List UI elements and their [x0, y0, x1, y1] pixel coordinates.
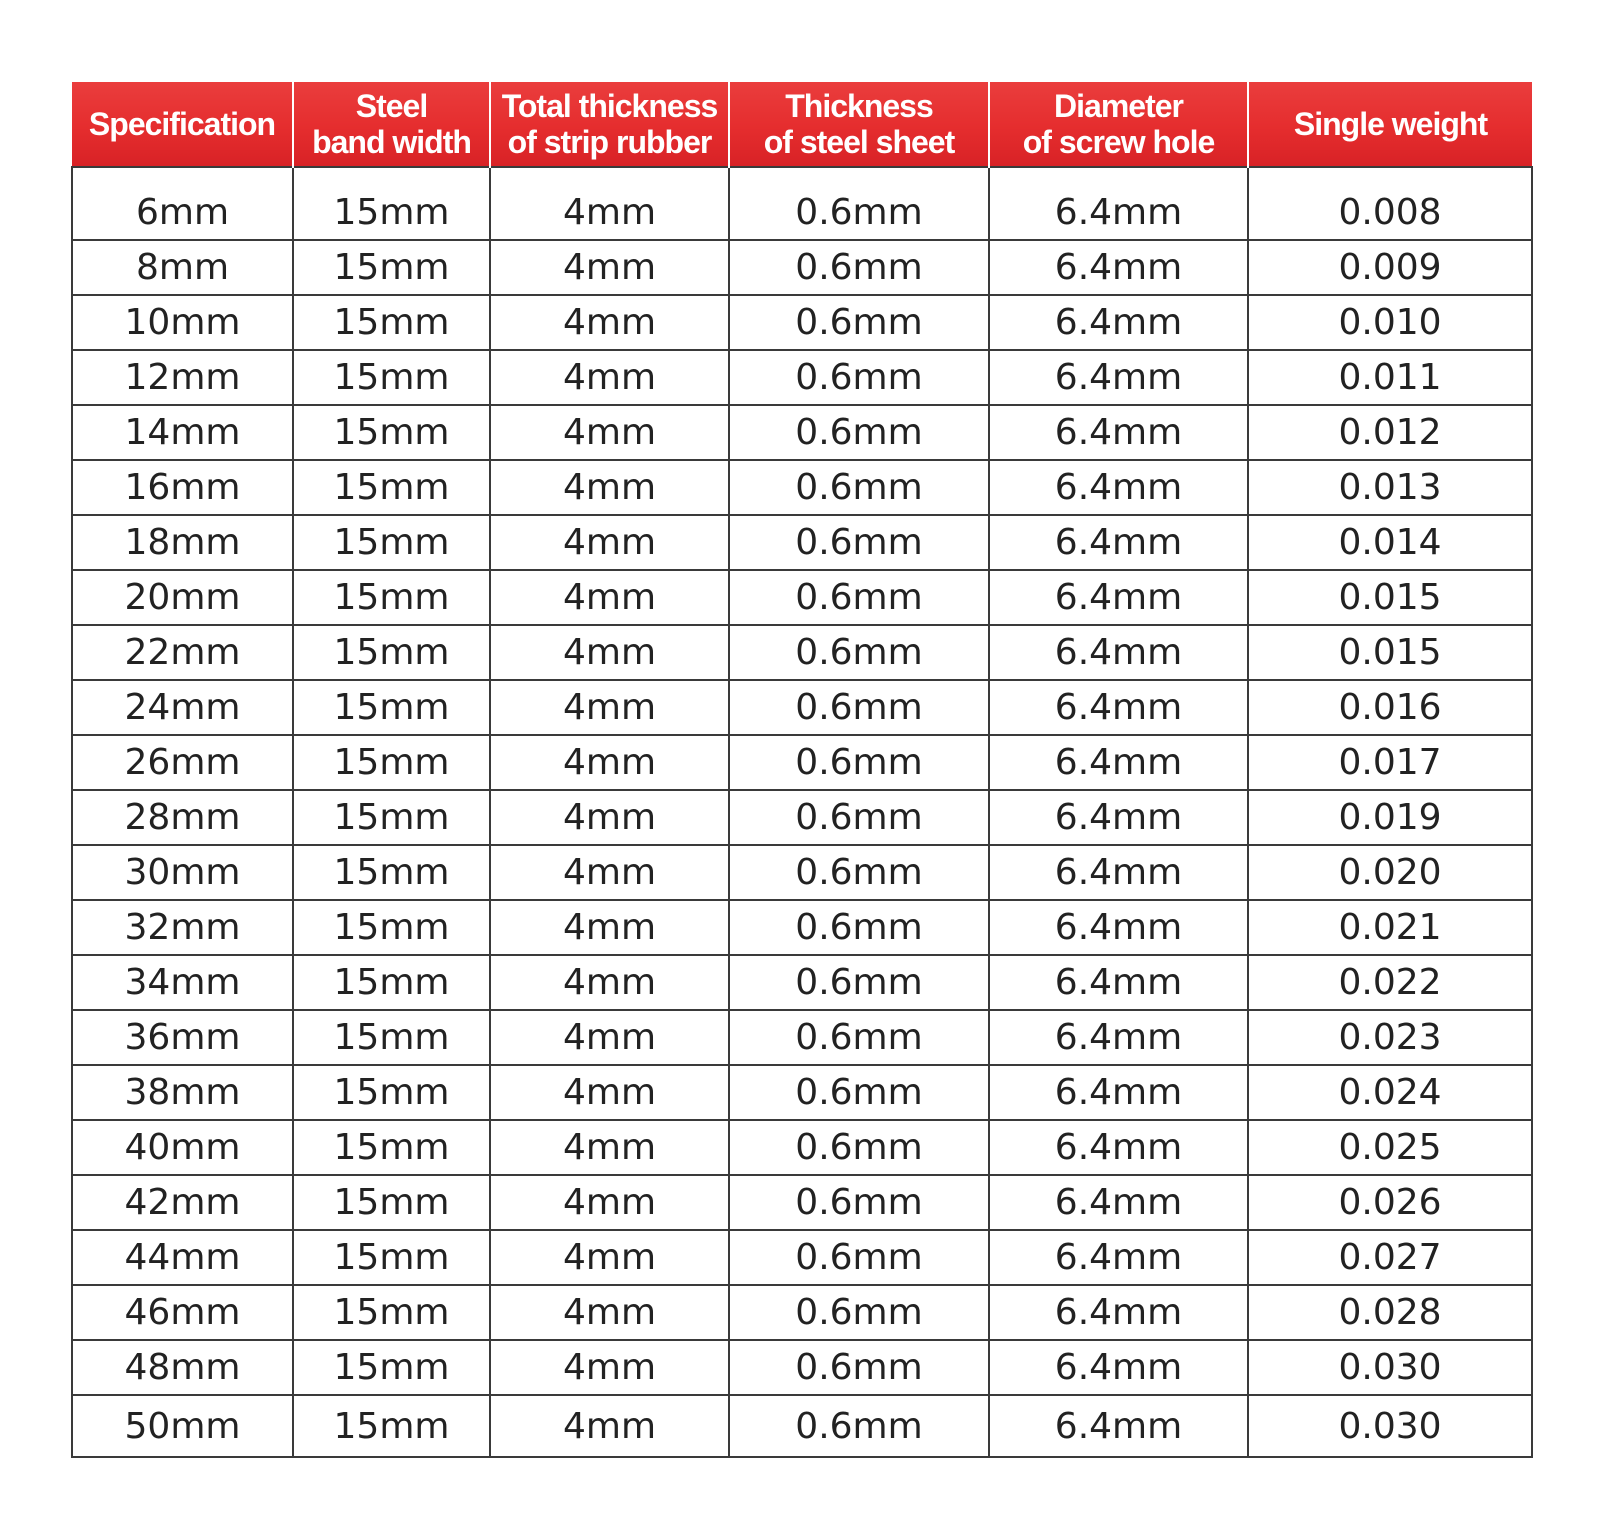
header-specification: Specification	[72, 82, 293, 167]
cell-steel-sheet-thickness: 0.6mm	[729, 1340, 989, 1395]
cell-specification: 40mm	[72, 1120, 293, 1175]
table-row	[72, 955, 1532, 1010]
cell-single-weight: 0.030	[1248, 1395, 1532, 1457]
cell-total-thickness: 4mm	[490, 680, 729, 735]
cell-steel-sheet-thickness: 0.6mm	[729, 1285, 989, 1340]
cell-specification: 20mm	[72, 570, 293, 625]
table-row	[72, 625, 1532, 680]
cell-total-thickness: 4mm	[490, 460, 729, 515]
table-row	[72, 790, 1532, 845]
cell-steel-sheet-thickness: 0.6mm	[729, 1120, 989, 1175]
cell-steel-band-width: 15mm	[293, 955, 490, 1010]
cell-screw-hole-diameter: 6.4mm	[989, 625, 1248, 680]
cell-steel-sheet-thickness: 0.6mm	[729, 515, 989, 570]
table-row	[72, 240, 1532, 295]
cell-single-weight: 0.009	[1248, 240, 1532, 295]
cell-steel-sheet-thickness: 0.6mm	[729, 1065, 989, 1120]
cell-specification: 22mm	[72, 625, 293, 680]
cell-screw-hole-diameter: 6.4mm	[989, 1230, 1248, 1285]
cell-steel-band-width: 15mm	[293, 240, 490, 295]
cell-specification: 26mm	[72, 735, 293, 790]
cell-steel-band-width: 15mm	[293, 460, 490, 515]
cell-steel-sheet-thickness: 0.6mm	[729, 845, 989, 900]
cell-steel-band-width: 15mm	[293, 515, 490, 570]
cell-specification: 46mm	[72, 1285, 293, 1340]
cell-screw-hole-diameter: 6.4mm	[989, 570, 1248, 625]
cell-steel-band-width: 15mm	[293, 570, 490, 625]
cell-single-weight: 0.010	[1248, 295, 1532, 350]
cell-screw-hole-diameter: 6.4mm	[989, 955, 1248, 1010]
cell-total-thickness: 4mm	[490, 625, 729, 680]
cell-total-thickness: 4mm	[490, 790, 729, 845]
cell-screw-hole-diameter: 6.4mm	[989, 1175, 1248, 1230]
cell-single-weight: 0.024	[1248, 1065, 1532, 1120]
cell-steel-sheet-thickness: 0.6mm	[729, 167, 989, 240]
cell-specification: 36mm	[72, 1010, 293, 1065]
cell-steel-band-width: 15mm	[293, 625, 490, 680]
cell-total-thickness: 4mm	[490, 240, 729, 295]
cell-specification: 10mm	[72, 295, 293, 350]
cell-steel-sheet-thickness: 0.6mm	[729, 295, 989, 350]
cell-specification: 42mm	[72, 1175, 293, 1230]
cell-screw-hole-diameter: 6.4mm	[989, 735, 1248, 790]
table-row	[72, 1175, 1532, 1230]
cell-single-weight: 0.022	[1248, 955, 1532, 1010]
cell-steel-sheet-thickness: 0.6mm	[729, 1230, 989, 1285]
cell-screw-hole-diameter: 6.4mm	[989, 1010, 1248, 1065]
table-row	[72, 845, 1532, 900]
cell-steel-band-width: 15mm	[293, 1010, 490, 1065]
cell-total-thickness: 4mm	[490, 1230, 729, 1285]
cell-steel-sheet-thickness: 0.6mm	[729, 240, 989, 295]
table-row	[72, 1395, 1532, 1457]
cell-screw-hole-diameter: 6.4mm	[989, 1395, 1248, 1457]
cell-single-weight: 0.025	[1248, 1120, 1532, 1175]
cell-total-thickness: 4mm	[490, 845, 729, 900]
cell-steel-sheet-thickness: 0.6mm	[729, 405, 989, 460]
table-row	[72, 735, 1532, 790]
table-row	[72, 295, 1532, 350]
cell-specification: 28mm	[72, 790, 293, 845]
cell-total-thickness: 4mm	[490, 735, 729, 790]
cell-steel-band-width: 15mm	[293, 1285, 490, 1340]
cell-specification: 30mm	[72, 845, 293, 900]
cell-single-weight: 0.021	[1248, 900, 1532, 955]
cell-steel-band-width: 15mm	[293, 1065, 490, 1120]
cell-specification: 16mm	[72, 460, 293, 515]
cell-single-weight: 0.015	[1248, 570, 1532, 625]
table-row	[72, 1285, 1532, 1340]
table-row	[72, 405, 1532, 460]
header-row	[72, 82, 1532, 167]
header-steel-band-width: Steel band width	[293, 82, 490, 167]
cell-specification: 14mm	[72, 405, 293, 460]
cell-steel-sheet-thickness: 0.6mm	[729, 460, 989, 515]
cell-single-weight: 0.016	[1248, 680, 1532, 735]
cell-specification: 24mm	[72, 680, 293, 735]
header-screw-hole-diameter: Diameter of screw hole	[989, 82, 1248, 167]
header-steel-sheet-thickness: Thickness of steel sheet	[729, 82, 989, 167]
cell-steel-band-width: 15mm	[293, 735, 490, 790]
table-row	[72, 460, 1532, 515]
cell-screw-hole-diameter: 6.4mm	[989, 515, 1248, 570]
table-row	[72, 515, 1532, 570]
cell-single-weight: 0.027	[1248, 1230, 1532, 1285]
cell-screw-hole-diameter: 6.4mm	[989, 167, 1248, 240]
cell-specification: 12mm	[72, 350, 293, 405]
cell-total-thickness: 4mm	[490, 1395, 729, 1457]
cell-total-thickness: 4mm	[490, 955, 729, 1010]
cell-steel-band-width: 15mm	[293, 680, 490, 735]
cell-single-weight: 0.017	[1248, 735, 1532, 790]
cell-total-thickness: 4mm	[490, 350, 729, 405]
cell-total-thickness: 4mm	[490, 1285, 729, 1340]
cell-single-weight: 0.015	[1248, 625, 1532, 680]
table-row	[72, 1010, 1532, 1065]
cell-specification: 8mm	[72, 240, 293, 295]
cell-specification: 32mm	[72, 900, 293, 955]
cell-steel-band-width: 15mm	[293, 1230, 490, 1285]
header-single-weight: Single weight	[1248, 82, 1532, 167]
table-row	[72, 1340, 1532, 1395]
cell-screw-hole-diameter: 6.4mm	[989, 1285, 1248, 1340]
cell-steel-band-width: 15mm	[293, 350, 490, 405]
cell-single-weight: 0.020	[1248, 845, 1532, 900]
cell-single-weight: 0.030	[1248, 1340, 1532, 1395]
cell-specification: 6mm	[72, 167, 293, 240]
cell-single-weight: 0.011	[1248, 350, 1532, 405]
cell-screw-hole-diameter: 6.4mm	[989, 680, 1248, 735]
cell-total-thickness: 4mm	[490, 570, 729, 625]
cell-screw-hole-diameter: 6.4mm	[989, 1065, 1248, 1120]
cell-screw-hole-diameter: 6.4mm	[989, 405, 1248, 460]
cell-specification: 34mm	[72, 955, 293, 1010]
cell-specification: 18mm	[72, 515, 293, 570]
cell-screw-hole-diameter: 6.4mm	[989, 1340, 1248, 1395]
cell-single-weight: 0.026	[1248, 1175, 1532, 1230]
cell-steel-sheet-thickness: 0.6mm	[729, 350, 989, 405]
table-row	[72, 570, 1532, 625]
cell-screw-hole-diameter: 6.4mm	[989, 900, 1248, 955]
cell-single-weight: 0.012	[1248, 405, 1532, 460]
cell-specification: 50mm	[72, 1395, 293, 1457]
table-row	[72, 900, 1532, 955]
cell-single-weight: 0.023	[1248, 1010, 1532, 1065]
cell-specification: 38mm	[72, 1065, 293, 1120]
cell-steel-sheet-thickness: 0.6mm	[729, 735, 989, 790]
cell-screw-hole-diameter: 6.4mm	[989, 295, 1248, 350]
cell-total-thickness: 4mm	[490, 1175, 729, 1230]
cell-steel-band-width: 15mm	[293, 1175, 490, 1230]
cell-specification: 48mm	[72, 1340, 293, 1395]
table-row	[72, 1065, 1532, 1120]
cell-steel-sheet-thickness: 0.6mm	[729, 625, 989, 680]
cell-steel-band-width: 15mm	[293, 167, 490, 240]
cell-steel-sheet-thickness: 0.6mm	[729, 1395, 989, 1457]
cell-total-thickness: 4mm	[490, 1065, 729, 1120]
table-row	[72, 350, 1532, 405]
cell-total-thickness: 4mm	[490, 1340, 729, 1395]
cell-single-weight: 0.014	[1248, 515, 1532, 570]
cell-single-weight: 0.019	[1248, 790, 1532, 845]
cell-steel-sheet-thickness: 0.6mm	[729, 900, 989, 955]
cell-total-thickness: 4mm	[490, 1010, 729, 1065]
cell-total-thickness: 4mm	[490, 295, 729, 350]
table-body	[72, 167, 1532, 1457]
header-total-thickness: Total thickness of strip rubber	[490, 82, 729, 167]
cell-steel-sheet-thickness: 0.6mm	[729, 790, 989, 845]
cell-steel-band-width: 15mm	[293, 405, 490, 460]
cell-steel-sheet-thickness: 0.6mm	[729, 955, 989, 1010]
cell-steel-band-width: 15mm	[293, 1395, 490, 1457]
cell-total-thickness: 4mm	[490, 515, 729, 570]
cell-steel-sheet-thickness: 0.6mm	[729, 1175, 989, 1230]
cell-steel-band-width: 15mm	[293, 845, 490, 900]
table-row	[72, 1230, 1532, 1285]
cell-single-weight: 0.008	[1248, 167, 1532, 240]
cell-total-thickness: 4mm	[490, 405, 729, 460]
cell-steel-band-width: 15mm	[293, 900, 490, 955]
cell-steel-sheet-thickness: 0.6mm	[729, 1010, 989, 1065]
table-row	[72, 1120, 1532, 1175]
cell-total-thickness: 4mm	[490, 167, 729, 240]
cell-screw-hole-diameter: 6.4mm	[989, 240, 1248, 295]
spec-table	[71, 82, 1533, 1458]
cell-steel-sheet-thickness: 0.6mm	[729, 680, 989, 735]
cell-steel-band-width: 15mm	[293, 295, 490, 350]
cell-single-weight: 0.028	[1248, 1285, 1532, 1340]
cell-steel-band-width: 15mm	[293, 790, 490, 845]
cell-steel-band-width: 15mm	[293, 1120, 490, 1175]
table-row	[72, 680, 1532, 735]
cell-screw-hole-diameter: 6.4mm	[989, 790, 1248, 845]
table-row	[72, 167, 1532, 240]
cell-screw-hole-diameter: 6.4mm	[989, 1120, 1248, 1175]
cell-single-weight: 0.013	[1248, 460, 1532, 515]
cell-screw-hole-diameter: 6.4mm	[989, 460, 1248, 515]
cell-steel-sheet-thickness: 0.6mm	[729, 570, 989, 625]
cell-screw-hole-diameter: 6.4mm	[989, 350, 1248, 405]
table-header	[72, 82, 1532, 167]
cell-steel-band-width: 15mm	[293, 1340, 490, 1395]
cell-total-thickness: 4mm	[490, 900, 729, 955]
cell-screw-hole-diameter: 6.4mm	[989, 845, 1248, 900]
cell-specification: 44mm	[72, 1230, 293, 1285]
cell-total-thickness: 4mm	[490, 1120, 729, 1175]
